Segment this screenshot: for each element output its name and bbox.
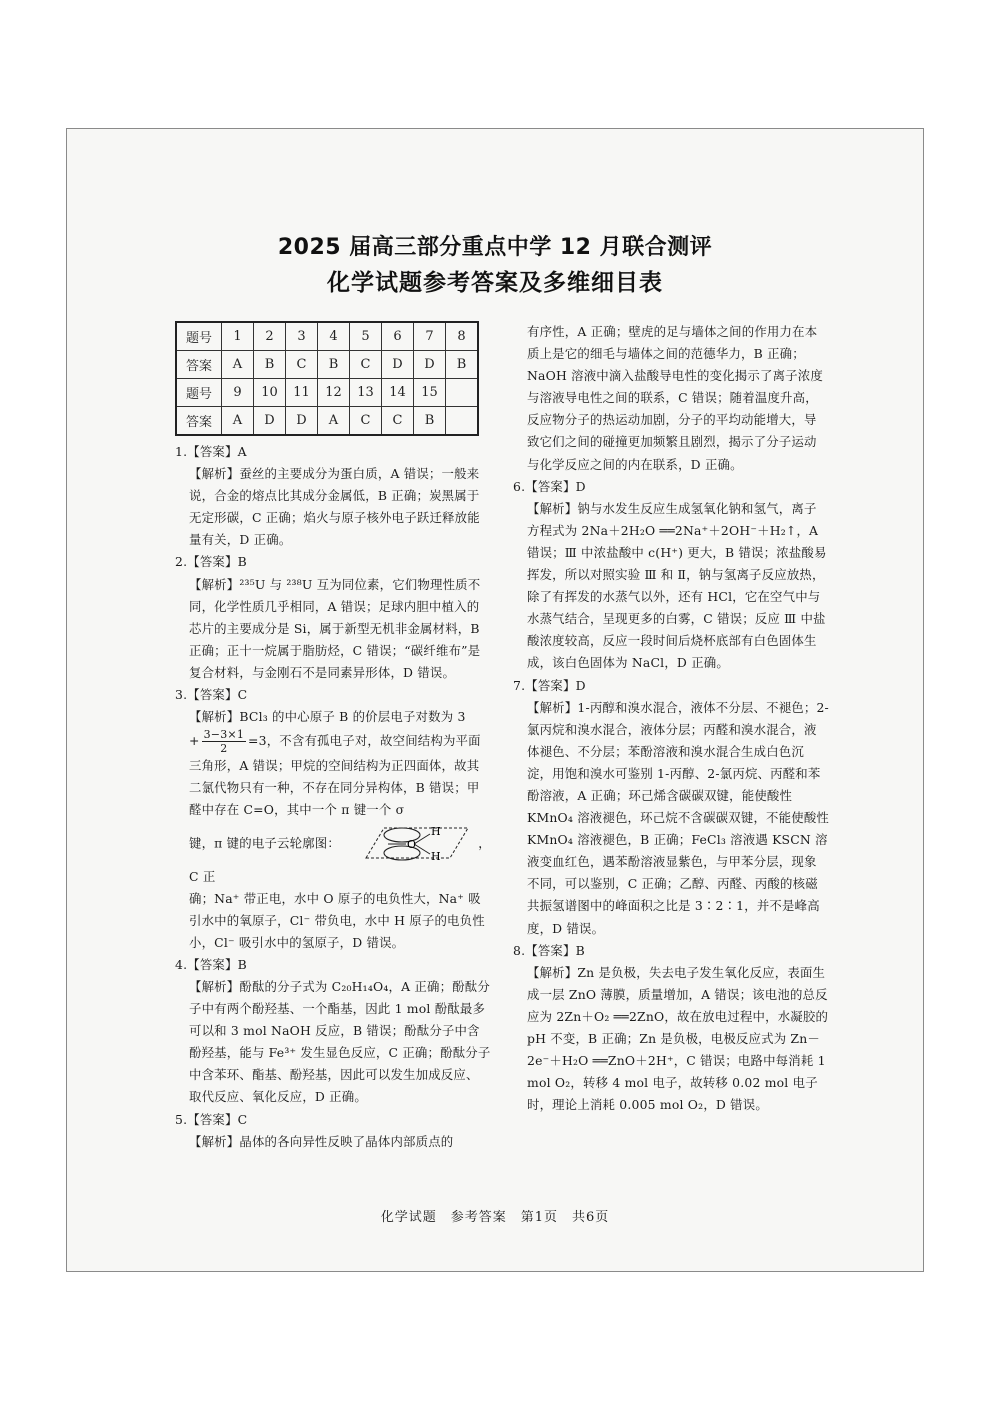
left-column [175,441,491,1153]
item-3-fraction [202,728,246,755]
answer-table-cell: C [382,407,414,436]
answer-table-cell: C [286,351,318,379]
item-4-answer: 4.【答案】B [175,956,247,972]
item-1-explanation: 【解析】蚕丝的主要成分为蛋白质，A 错误；一般来说，合金的熔点比其成分金属低，B 正确；炭黑属于无定形碳，C 正确；焰火与原子核外电子跃迁释放能量有关，D 正确。 [189,466,480,548]
answer-table-cell: B [318,351,350,379]
item-5-explanation: 【解析】晶体的各向异性反映了晶体内部质点的 [189,1133,454,1149]
item-2-answer: 2.【答案】B [175,554,247,570]
answer-table-header-cell: 答案 [176,407,222,436]
answer-table-cell: D [254,407,286,436]
answer-table-cell: D [414,351,446,379]
answer-table-cell: A [222,407,254,436]
answer-table-cell: D [382,351,414,379]
answer-table-cell: 13 [350,379,382,407]
item-3-text-d: ，C 正 [189,835,491,884]
item-3-text-c: 键，π 键的电子云轮廓图： [189,835,340,850]
item-1-answer: 1.【答案】A [175,444,247,459]
item-5-explanation-cont: 有序性，A 正确；壁虎的足与墙体之间的作用力在本质上是它的细毛与墙体之间的范德华力，B 正确；NaOH 溶液中滴入盐酸导电性的变化揭示了离子浓度与溶液导电性之间的联系，C 错误；随着温度升高，反应物分子的热运动加剧，分子的平均动能增大，导致它们之间的碰撞更加频繁且剧烈，揭示了分子运动与化学反应之间的内在联系，D 正确。 [527,324,823,472]
item-3-text-e: 确；Na⁺ 带正电，水中 O 原子的电负性大，Na⁺ 吸引水中的氧原子，Cl⁻ 带负电，水中 H 原子的电负性小，Cl⁻ 吸引水中的氢原子，D 错误。 [189,890,485,950]
answer-table-cell: 4 [318,322,350,351]
diagram-label-h1: H [431,824,441,838]
document-title: 2025 届高三部分重点中学 12 月联合测评 [277,235,713,260]
answer-table-cell: 7 [414,322,446,351]
fraction-numerator: 3−3×1 [203,728,245,742]
item-6-explanation: 【解析】钠与水发生反应生成氢氧化钠和氢气，离子方程式为 2Na＋2H₂O ══2Na⁺＋2OH⁻＋H₂↑，A 错误；Ⅲ 中浓盐酸中 c(H⁺) 更大，B 错误；浓盐酸易挥发，所以对照实验 Ⅲ 和 Ⅱ，钠与氢离子反应放热，除了有挥发的水蒸气以外，还有 HCl，它在空气中与水蒸气结合，呈现更多的白雾，C 错误；反应 Ⅲ 中盐酸浓度较高，反应一段时间后烧杯底部有白色固体生成，该白色固体为 NaCl，D 正确。 [527,500,827,671]
diagram-label-h2: H [431,849,441,863]
page-footer: 化学试题 参考答案 第1页 共6页 [380,1210,610,1225]
answer-table-row [176,351,478,379]
answer-table-row [176,322,478,351]
item-4-explanation: 【解析】酚酞的分子式为 C₂₀H₁₄O₄，A 正确；酚酞分子中有两个酚羟基、一个酯基，因此 1 mol 酚酞最多可以和 3 mol NaOH 反应，B 错误；酚酞分子中含酚羟基，能与 Fe³⁺ 发生显色反应，C 正确；酚酞分子中含苯环、酯基、酚羟基，因此可以发生加成反应、取代反应、氧化反应，D 正确。 [189,978,491,1105]
answer-table-cell: B [254,351,286,379]
answer-table-cell: 12 [318,379,350,407]
item-8-explanation: 【解析】Zn 是负极，失去电子发生氧化反应，表面生成一层 ZnO 薄膜，质量增加，A 错误；该电池的总反应为 2Zn＋O₂ ══2ZnO，故在放电过程中，水凝胶的 pH 不变，B 正确；Zn 是负极，电极反应式为 Zn－2e⁻＋H₂O ══ZnO＋2H⁺，C 错误；电路中每消耗 1 mol O₂，转移 4 mol 电子，故转移 0.02 mol 电子时，理论上消耗 0.005 mol O₂，D 错误。 [527,964,829,1113]
item-8-answer: 8.【答案】B [513,942,585,958]
answer-table-row [176,407,478,436]
answer-table-cell: 1 [222,322,254,351]
answer-table-cell: B [446,351,479,379]
answer-table [175,321,479,436]
answer-table-cell: A [318,407,350,436]
answer-table-cell: B [414,407,446,436]
answer-table-cell: D [286,407,318,436]
item-6-answer: 6.【答案】D [513,478,586,494]
item-3-text-a: 【解析】BCl₃ 的中心原子 B 的价层电子对数为 3 [189,709,466,725]
document-page [66,128,924,1272]
item-3-explanation [175,706,491,954]
answer-table-cell: 9 [222,379,254,407]
answer-table-cell: 3 [286,322,318,351]
answer-table-cell: A [222,351,254,379]
answer-table-cell: 15 [414,379,446,407]
answer-table-cell: C [350,407,382,436]
answer-table-cell: 11 [286,379,318,407]
item-3-frac-prefix: + [189,733,200,749]
fraction-denominator: 2 [220,742,228,756]
item-2-explanation: 【解析】²³⁵U 与 ²³⁸U 互为同位素，它们物理性质不同，化学性质几乎相同，A 错误；足球内胆中植入的芯片的主要成分是 Si，属于新型无机非金属材料，B 正确；正十一烷属于脂肪烃，C 错误；“碳纤维布”是复合材料，与金刚石不是同素异形体，D 错误。 [189,576,481,680]
answer-table-cell: 6 [382,322,414,351]
answer-table-cell: C [350,351,382,379]
answer-table-row [176,379,478,407]
answer-table-header-cell: 题号 [176,322,222,351]
pi-bond-diagram [344,822,474,866]
item-3-text-b: =3，不含有孤电子对，故空间结构为平面三角形，A 错误；甲烷的空间结构为正四面体，故其二氯代物只有一种，不存在同分异构体，B 错误；甲醛中存在 C=O，其中一个 π 键一个 σ [189,733,481,818]
item-3-answer: 3.【答案】C [175,687,248,703]
right-column [513,321,829,1116]
answer-table-header-cell: 答案 [176,351,222,379]
answer-table-cell: 14 [382,379,414,407]
answer-table-header-cell: 题号 [176,379,222,407]
document-subtitle: 化学试题参考答案及多维细目表 [327,270,663,296]
answer-table-cell: 2 [254,322,286,351]
item-7-explanation: 【解析】1-丙醇和溴水混合，液体不分层、不褪色；2-氯丙烷和溴水混合，液体分层；丙醛和溴水混合，液体褪色、不分层；苯酚溶液和溴水混合生成白色沉淀，用饱和溴水可鉴别 1-丙醇、2-氯丙烷、丙醛和苯酚溶液，A 正确；环己烯含碳碳双键，能使酸性 KMnO₄ 溶液褪色，环己烷不含碳碳双键，不能使酸性 KMnO₄ 溶液褪色，B 正确；FeCl₃ 溶液遇 KSCN 溶液变血红色，遇苯酚溶液显紫色，与甲苯分层，现象不同，可以鉴别，C 正确；乙醇、丙醛、丙酸的核磁共振氢谱图中的峰面积之比是 3∶2∶1，并不是峰高度，D 错误。 [527,699,829,936]
answer-table-cell [446,407,479,436]
item-5-answer: 5.【答案】C [175,1111,248,1127]
answer-table-cell [446,379,479,407]
answer-table-cell: 5 [350,322,382,351]
diagram-label-o: O [407,837,417,851]
answer-table-cell: 8 [446,322,479,351]
item-7-answer: 7.【答案】D [513,677,586,693]
answer-table-cell: 10 [254,379,286,407]
